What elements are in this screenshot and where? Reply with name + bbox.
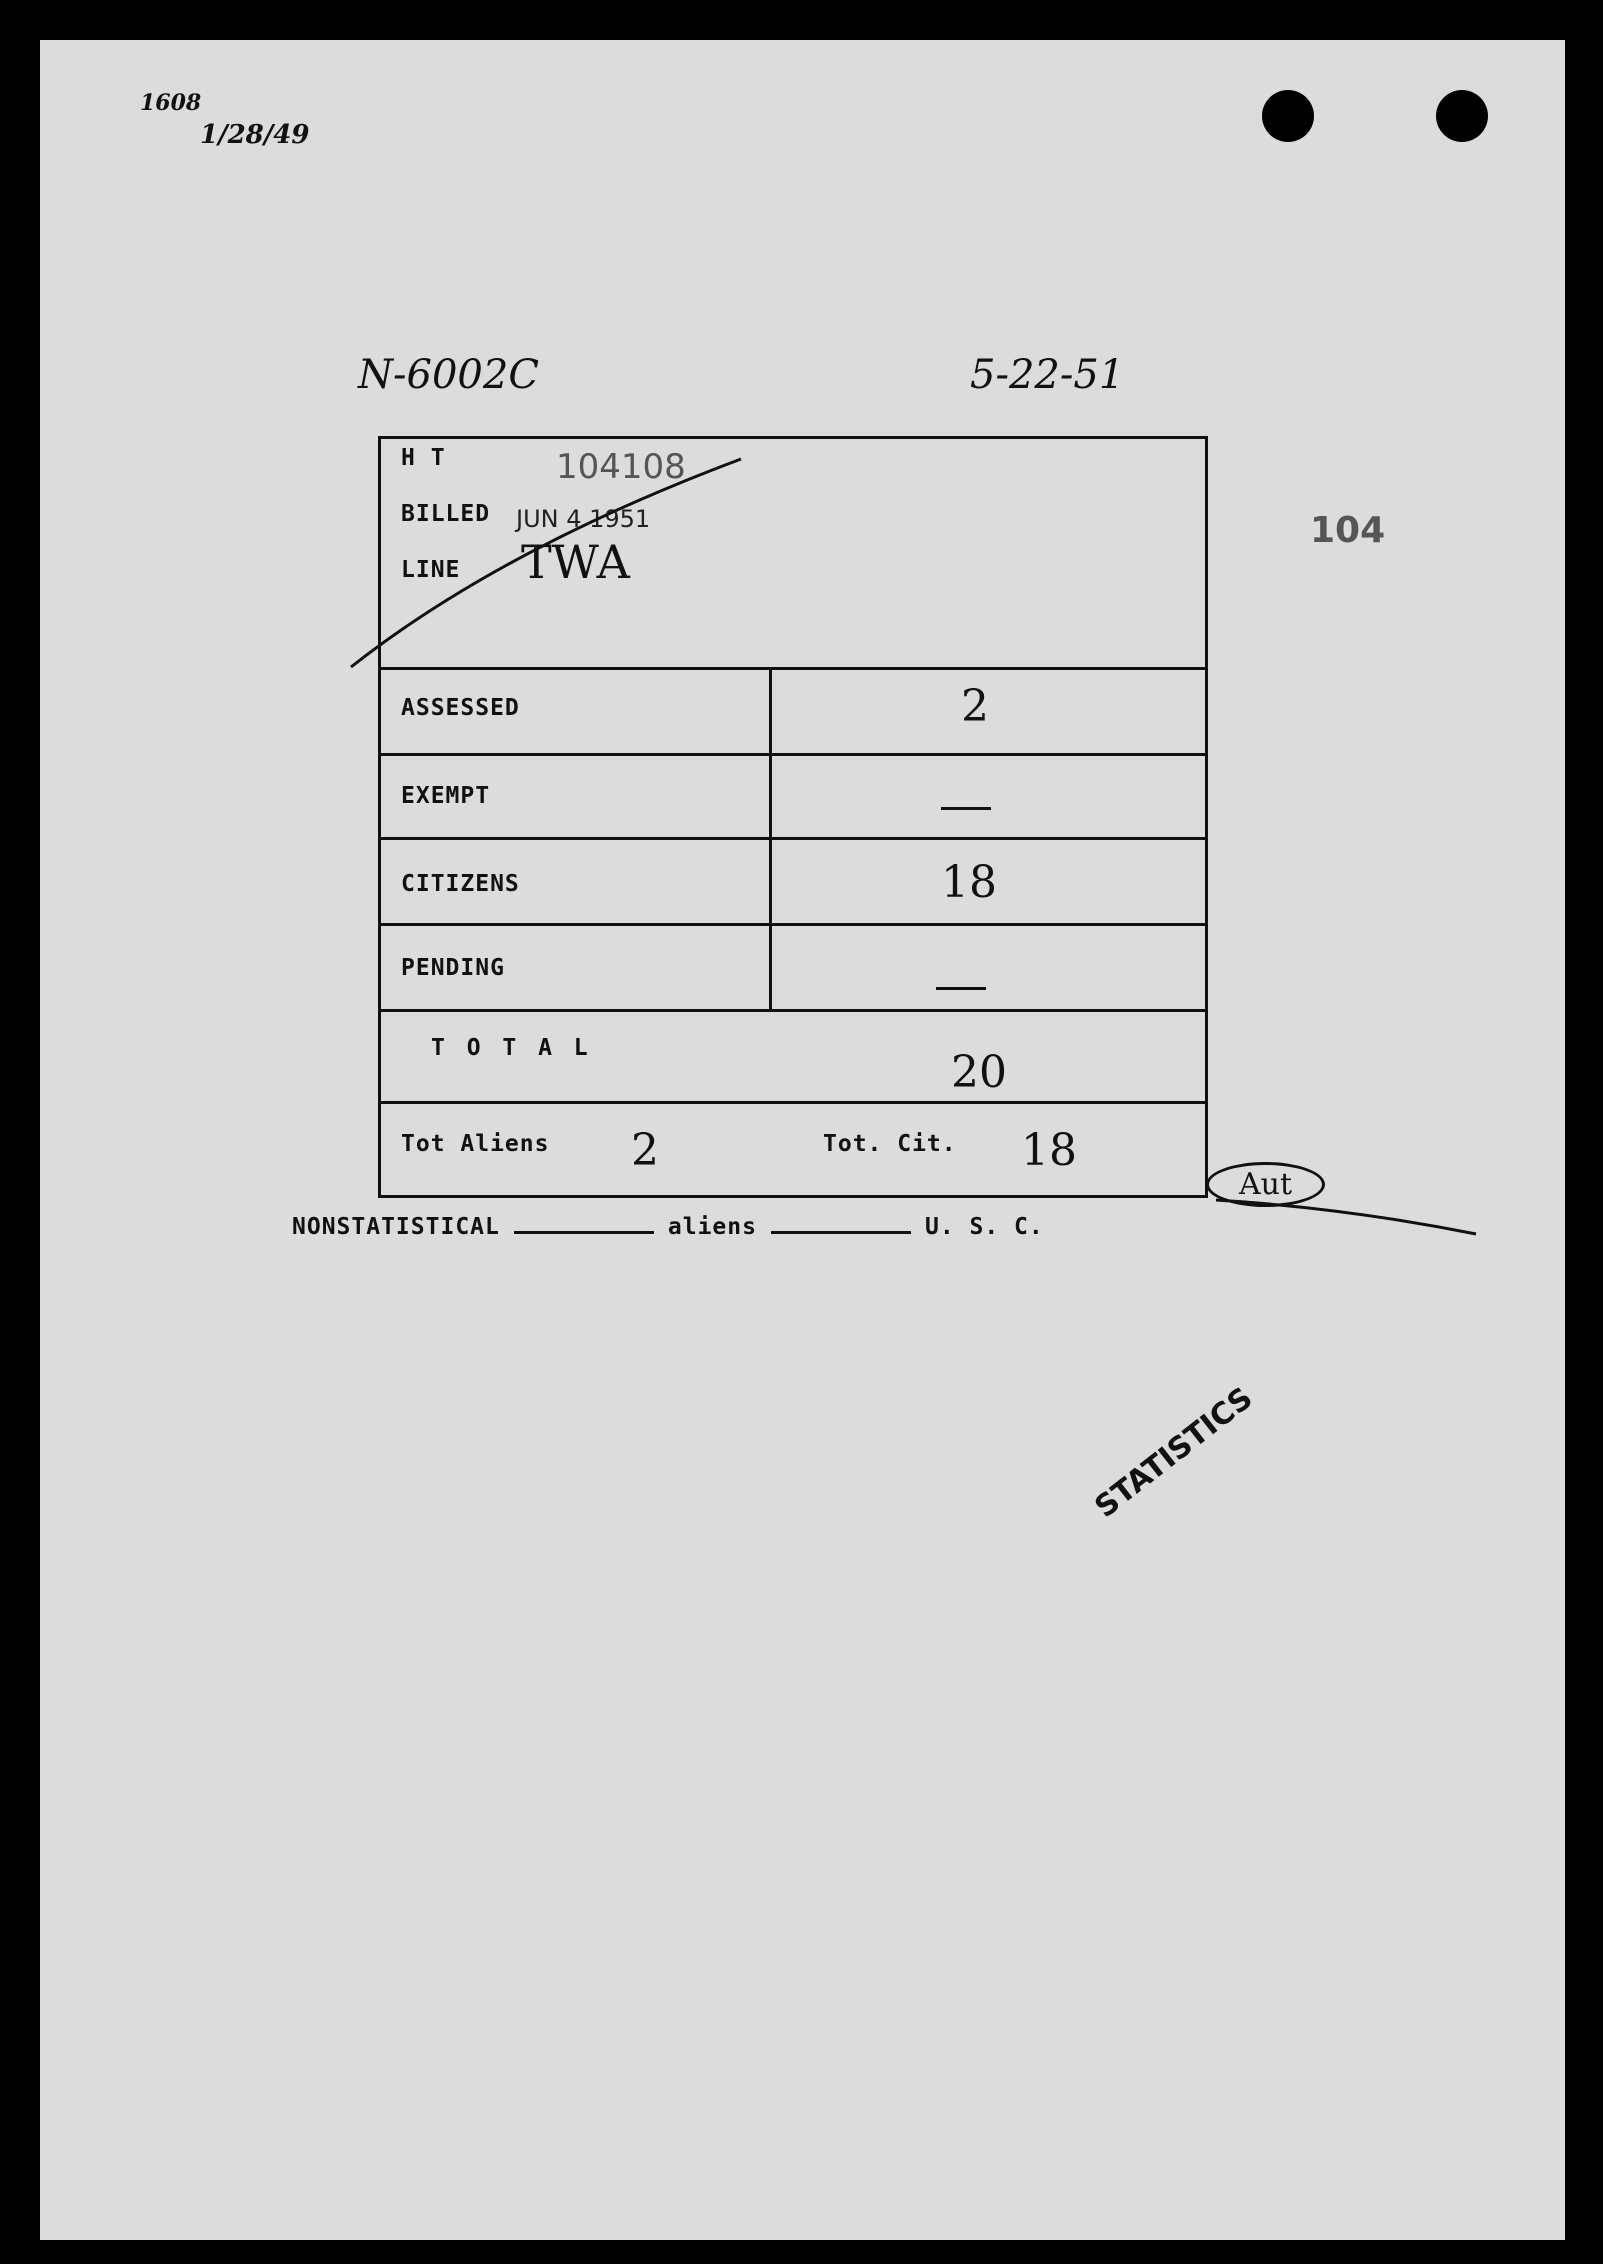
column-divider <box>769 667 772 1009</box>
billed-label: BILLED <box>401 501 491 527</box>
handwritten-date: 5-22-51 <box>970 352 1125 398</box>
usc-label: U. S. C. <box>924 1214 1044 1240</box>
document-sheet <box>40 40 1565 2240</box>
nonstatistical-label: NONSTATISTICAL <box>292 1214 500 1240</box>
line-value: TWA <box>521 535 630 589</box>
exempt-value <box>941 807 991 810</box>
statistics-stamp: STATISTICS <box>1088 1380 1260 1525</box>
exempt-label: EXEMPT <box>401 783 491 809</box>
strike-line <box>341 439 761 699</box>
divider-line <box>381 923 1205 926</box>
statistics-form <box>378 436 1208 1198</box>
punch-hole <box>1436 90 1488 142</box>
tot-aliens-value: 2 <box>631 1125 659 1176</box>
punch-hole <box>1262 90 1314 142</box>
aliens-blank <box>771 1215 911 1234</box>
citizens-value: 18 <box>941 857 997 908</box>
aliens-label: aliens <box>667 1214 757 1240</box>
divider-line <box>381 837 1205 840</box>
total-label: T O T A L <box>431 1035 592 1061</box>
nonstatistical-blank <box>514 1215 654 1234</box>
initials: Aut <box>1206 1162 1325 1207</box>
corner-note-number: 1608 <box>140 90 202 116</box>
pending-value <box>936 987 986 990</box>
tot-cit-value: 18 <box>1021 1125 1077 1176</box>
tot-aliens-label: Tot Aliens <box>401 1131 550 1157</box>
initials-flourish <box>1206 1188 1486 1248</box>
corner-note-date: 1/28/49 <box>200 120 310 150</box>
divider-line <box>381 667 1205 670</box>
line-label: LINE <box>401 557 461 583</box>
divider-line <box>381 1009 1205 1012</box>
tot-cit-label: Tot. Cit. <box>823 1131 957 1157</box>
handwritten-number: N-6002C <box>358 352 539 398</box>
divider-line <box>381 1101 1205 1104</box>
side-stamp-number: 104 <box>1310 510 1386 551</box>
billed-date-stamp: JUN 4 1951 <box>516 505 651 533</box>
nonstatistical-line <box>292 1214 1044 1240</box>
assessed-label: ASSESSED <box>401 695 520 721</box>
assessed-value: 2 <box>961 681 989 732</box>
total-value: 20 <box>951 1047 1007 1098</box>
ht-label: H T <box>401 445 446 471</box>
ht-stamped-value: 104108 <box>556 447 686 487</box>
citizens-label: CITIZENS <box>401 871 520 897</box>
pending-label: PENDING <box>401 955 505 981</box>
divider-line <box>381 753 1205 756</box>
